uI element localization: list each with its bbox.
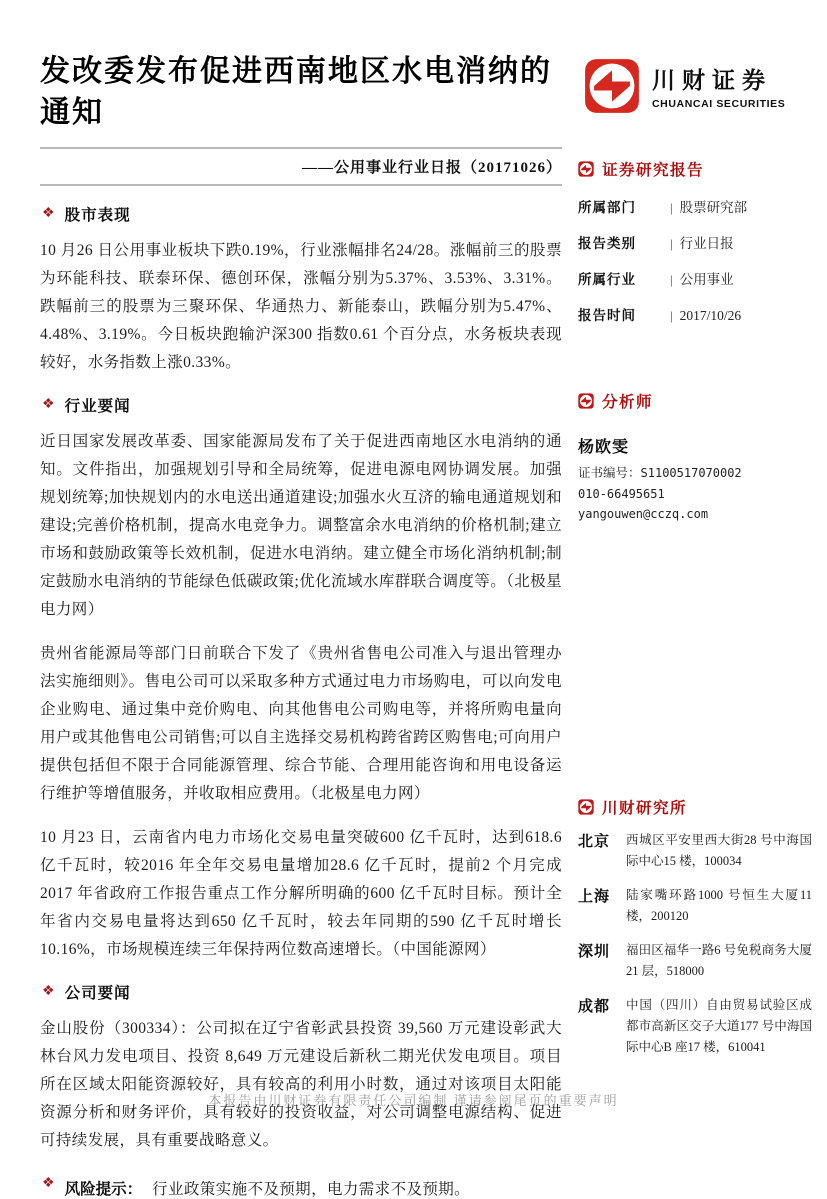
office-address: 中国（四川）自由贸易试验区成都市高新区交子大道177 号中海国际中心B 座17 楼，610041 xyxy=(626,998,812,1054)
section-industry-news xyxy=(40,394,562,964)
info-value: 公用事业 xyxy=(679,272,734,287)
info-row-industry xyxy=(578,268,812,288)
report-info-rows xyxy=(578,196,812,324)
section-market-performance xyxy=(40,203,562,377)
section-heading: 公司要闻 xyxy=(64,985,131,1002)
brand-text xyxy=(652,62,785,110)
page-title: 发改委发布促进西南地区水电消纳的通知 xyxy=(40,55,552,129)
body-paragraph: 近日国家发展改革委、国家能源局发布了关于促进西南地区水电消纳的通知。文件指出，加强规划引导和全局统筹，促进电源电网协调发展。加强规划统筹;加快规划内的水电送出通道建设;加强水火互济的输电通道规划和建设;完善价格机制，提高水电竞争力。调整富余水电消纳的价格机制;建立市场和鼓励政策等长效机制，促进水电消纳。建立健全市场化消纳机制;制定鼓励水电消纳的节能绿色低碳政策;优化流域水库群联合调度等。（北极星电力网） xyxy=(40,433,562,618)
diamond-bullet-icon: ❖ xyxy=(42,984,55,999)
info-label: 所属行业 xyxy=(578,272,636,287)
analyst-header-row xyxy=(578,390,812,412)
office-address: 福田区福华一路6 号免税商务大厦21 层，518000 xyxy=(626,943,812,978)
office-city: 成都 xyxy=(578,999,611,1015)
section-company-news xyxy=(40,981,562,1155)
info-row-department xyxy=(578,196,812,216)
title-divider-top xyxy=(40,147,562,149)
office-city: 北京 xyxy=(578,834,611,850)
analyst-panel xyxy=(578,390,812,521)
brand-block xyxy=(584,58,785,114)
section-heading-row xyxy=(42,981,562,1003)
section-heading: 股市表现 xyxy=(64,207,131,224)
body-paragraph: 金山股份（300334）：公司拟在辽宁省彰武县投资 39,560 万元建设彰武大林台风力发电项目、投资 8,649 万元建设后新秋二期光伏发电项目。项目所在区域太阳能资源较好，具有较高的利用小时数，通过对该项目太阳能资源分析和财务评价，具有较好的投资收益，对公司调整电源结构、促进可持续发展，具有重要战略意义。 xyxy=(40,1020,562,1149)
brand-name-cn: 川财证券 xyxy=(652,68,772,93)
office-city: 上海 xyxy=(578,889,611,905)
offices-header: 川财研究所 xyxy=(602,800,688,817)
office-list xyxy=(578,830,812,1058)
cert-number: S1100517070002 xyxy=(640,466,742,480)
office-address: 陆家嘴环路1000 号恒生大厦11 楼，200120 xyxy=(626,888,812,923)
risk-label: 风险提示： xyxy=(64,1181,143,1198)
section-heading: 行业要闻 xyxy=(64,398,131,415)
info-value: 2017/10/26 xyxy=(679,308,742,323)
report-info-header-row xyxy=(578,158,812,180)
info-row-date xyxy=(578,304,812,324)
info-label: 所属部门 xyxy=(578,200,636,215)
office-shanghai xyxy=(578,885,812,927)
info-label: 报告类别 xyxy=(578,236,636,251)
analyst-header: 分析师 xyxy=(602,394,654,411)
body-paragraph: 10 月26 日公用事业板块下跌0.19%，行业涨幅排名24/28。涨幅前三的股票为环能科技、联泰环保、德创环保，涨幅分别为5.37%、3.53%、3.31%。跌幅前三的股票为三聚环保、华通热力、新能泰山，跌幅分别为5.47%、4.48%、3.19%。今日板块跑输沪深300 指数0.61 个百分点，水务板块表现较好，水务指数上涨0.33%。 xyxy=(40,242,562,371)
risk-text: 行业政策实施不及预期，电力需求不及预期。 xyxy=(152,1181,471,1198)
pipe-separator: | xyxy=(670,236,673,251)
section-heading-row xyxy=(42,203,562,225)
cert-label: 证书编号： xyxy=(578,466,641,480)
analyst-phone: 010-66495651 xyxy=(578,487,665,501)
body-paragraph: 10 月23 日，云南省内电力市场化交易电量突破600 亿千瓦时，达到618.6 亿千瓦时，较2016 年全年交易电量增加28.6 亿千瓦时，提前2 个月完成2017 年省政府工作报告重点工作分解所明确的600 亿千瓦时目标。预计全年省内交易电量将达到650 亿千瓦时，较去年同期的590 亿千瓦时增长10.16%，市场规模连续三年保持两位数高速增长。（中国能源网） xyxy=(40,829,562,958)
office-shenzhen xyxy=(578,940,812,982)
body-paragraph: 贵州省能源局等部门日前联合下发了《贵州省售电公司准入与退出管理办法实施细则》。售电公司可以采取多种方式通过电力市场购电，可以向发电企业购电、通过集中竞价购电、向其他售电公司购电等，并将所购电量向用户或其他售电公司销售;可以自主选择交易机构跨省跨区购售电;可向用户提供包括但不限于合同能源管理、综合节能、合理用能咨询和用电设备运行维护等增值服务，并收取相应费用。（北极星电力网） xyxy=(40,645,562,802)
risk-note xyxy=(42,1177,562,1199)
section-heading-row xyxy=(42,394,562,416)
diamond-bullet-icon: ❖ xyxy=(42,206,55,221)
analyst-name: 杨欧雯 xyxy=(578,439,630,456)
title-divider-bottom xyxy=(40,184,562,186)
office-city: 深圳 xyxy=(578,944,611,960)
info-value: 股票研究部 xyxy=(679,200,748,215)
office-beijing xyxy=(578,830,812,872)
report-subtitle: ——公用事业行业日报（20171026） xyxy=(301,160,562,176)
office-chengdu xyxy=(578,995,812,1058)
office-address: 西城区平安里西大街28 号中海国际中心15 楼，100034 xyxy=(626,833,812,868)
info-row-category xyxy=(578,232,812,252)
report-info-panel xyxy=(578,158,812,340)
pipe-separator: | xyxy=(670,308,673,323)
mini-logo-icon xyxy=(578,799,594,815)
report-info-header: 证券研究报告 xyxy=(602,162,705,179)
pipe-separator: | xyxy=(670,200,673,215)
info-value: 行业日报 xyxy=(679,236,734,251)
analyst-cert-line xyxy=(578,463,812,481)
diamond-bullet-icon: ❖ xyxy=(42,397,55,412)
research-offices-panel xyxy=(578,796,812,1071)
analyst-email: yangouwen@cczq.com xyxy=(578,507,709,521)
mini-logo-icon xyxy=(578,393,594,409)
brand-name-en: CHUANCAI SECURITIES xyxy=(652,98,786,110)
offices-header-row xyxy=(578,796,812,818)
mini-logo-icon xyxy=(578,161,594,177)
main-column xyxy=(40,52,562,1199)
footer-disclaimer: 本报告由川财证券有限责任公司编制 谨请参阅尾页的重要声明 xyxy=(208,1093,619,1108)
pipe-separator: | xyxy=(670,272,673,287)
chuancai-logo-icon xyxy=(584,58,640,114)
diamond-bullet-icon: ❖ xyxy=(42,1176,55,1191)
info-label: 报告时间 xyxy=(578,308,636,323)
